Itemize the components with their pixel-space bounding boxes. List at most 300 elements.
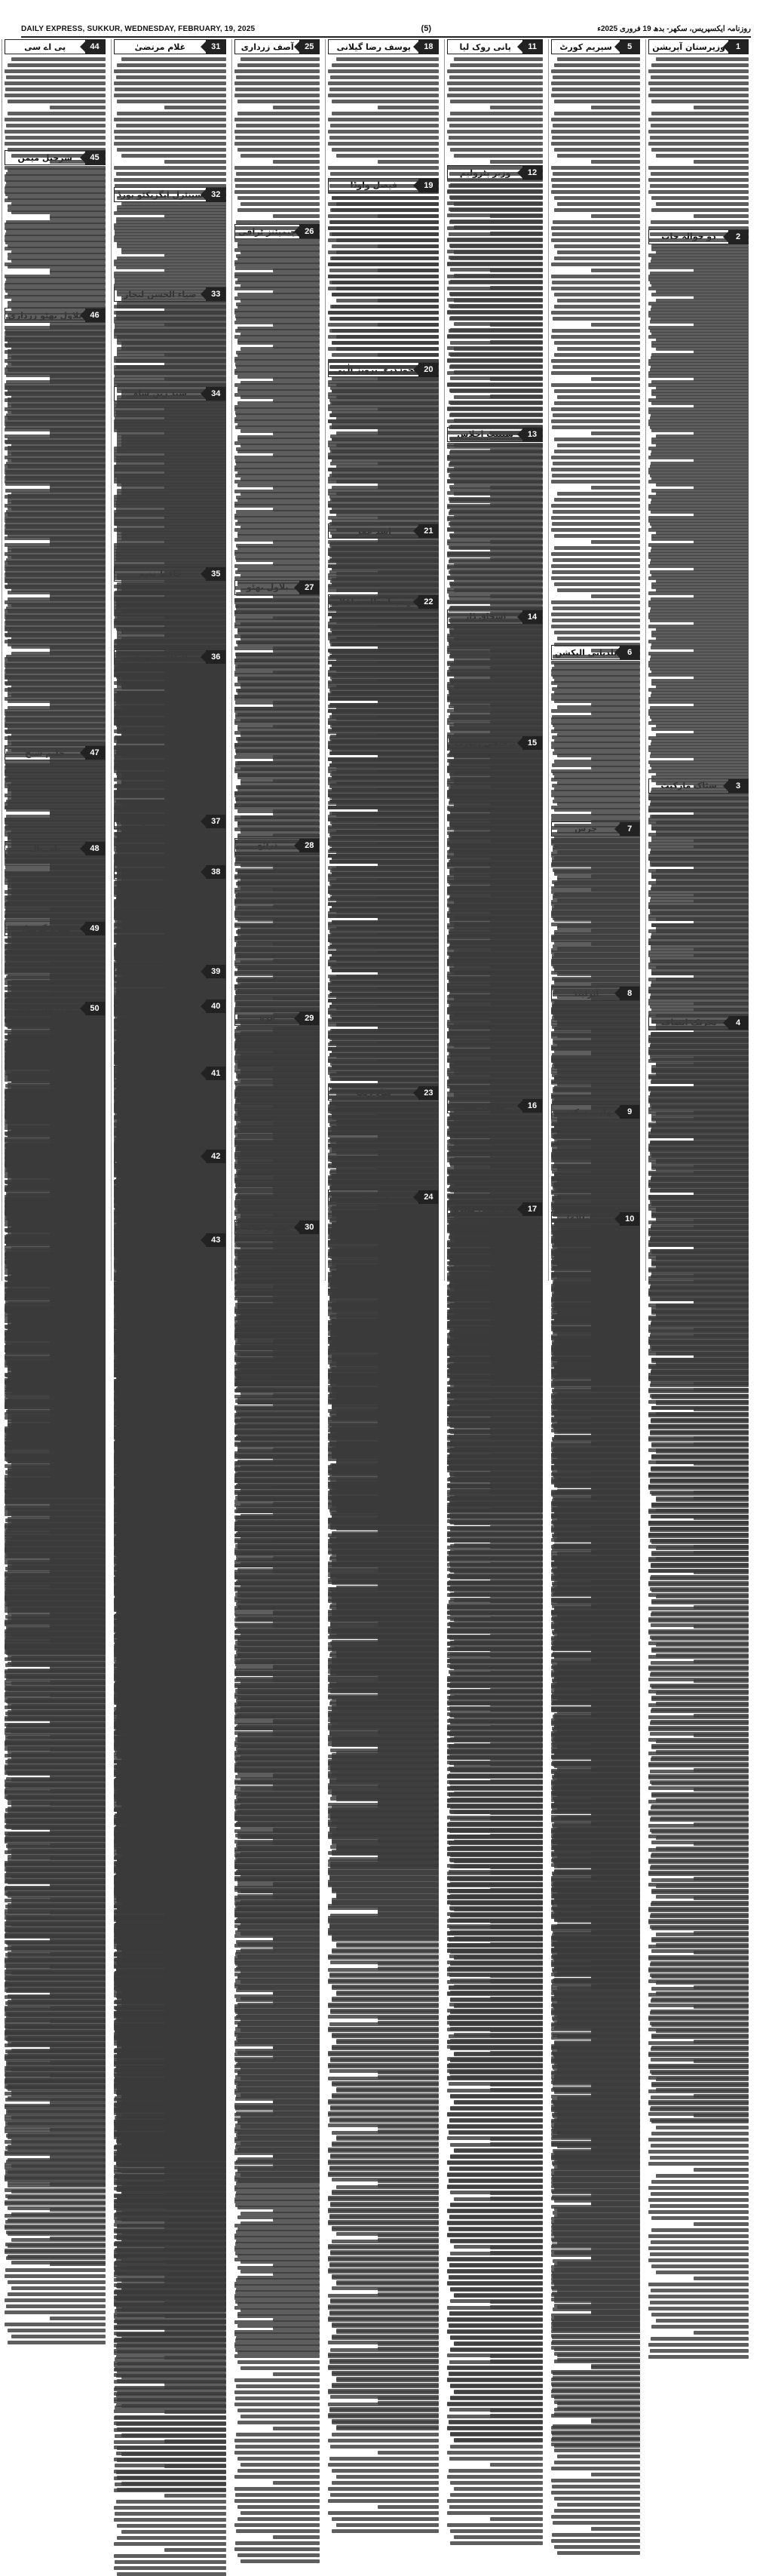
text-line — [648, 1052, 749, 1055]
text-line — [648, 616, 749, 619]
text-line — [648, 809, 749, 812]
text-line — [648, 821, 749, 824]
text-line — [651, 1130, 749, 1134]
text-line — [650, 136, 749, 140]
text-line — [648, 2210, 749, 2214]
text-line — [648, 190, 749, 194]
text-line — [651, 1890, 749, 1894]
text-line — [651, 2289, 749, 2292]
text-line — [557, 202, 640, 206]
text-line — [694, 1190, 749, 1194]
text-line — [553, 172, 640, 176]
text-line — [648, 652, 749, 656]
text-line — [551, 852, 640, 855]
text-line — [554, 699, 641, 703]
text-line — [557, 754, 640, 757]
text-line — [552, 136, 640, 140]
text-line — [694, 1570, 749, 1574]
text-line — [648, 1558, 749, 1562]
text-line — [651, 887, 749, 891]
text-line — [552, 1016, 640, 1020]
story-number-badge: 1 — [728, 40, 748, 54]
text-line — [552, 858, 640, 861]
text-line — [656, 1112, 749, 1116]
text-line — [651, 380, 749, 384]
story-title: پانی روک لیا — [448, 40, 522, 54]
text-line — [591, 594, 640, 598]
text-line — [656, 1546, 749, 1550]
text-line — [651, 2180, 749, 2184]
text-line — [557, 924, 640, 928]
text-line — [651, 1202, 749, 1206]
text-line — [651, 1504, 749, 1508]
text-line — [551, 238, 640, 242]
text-line — [551, 741, 640, 745]
text-line — [651, 742, 749, 746]
text-line — [648, 2234, 749, 2238]
text-line — [656, 1933, 749, 1936]
text-line — [648, 591, 749, 595]
text-line — [651, 344, 749, 348]
text-line — [551, 790, 640, 794]
text-line — [694, 1679, 749, 1683]
news-column-2 — [548, 39, 642, 1281]
story-title: بلدیاتی الیکشن — [552, 646, 620, 659]
text-line — [651, 1601, 749, 1604]
text-line — [551, 226, 640, 230]
text-line — [551, 1022, 640, 1026]
text-line — [651, 2083, 749, 2087]
text-line — [651, 1782, 749, 1785]
text-line — [554, 196, 641, 200]
text-line — [557, 154, 640, 158]
text-line — [557, 705, 640, 709]
story-number-badge: 4 — [728, 1016, 748, 1030]
text-line — [554, 534, 641, 538]
text-line — [648, 1220, 749, 1224]
text-line — [650, 1335, 749, 1339]
text-line — [651, 1589, 749, 1592]
text-line — [648, 664, 749, 668]
text-line — [551, 287, 640, 290]
text-line — [651, 549, 749, 553]
masthead-urdu-dateline: روزنامہ ایکسپریس، سکھر- بدھ 19 فروری 2025ء — [597, 25, 751, 33]
text-line — [591, 160, 640, 164]
text-line — [648, 2258, 749, 2262]
text-line — [651, 996, 749, 999]
text-line — [650, 1432, 749, 1435]
text-line — [651, 1420, 749, 1423]
text-line — [651, 2023, 749, 2027]
text-line — [554, 966, 641, 970]
text-line — [648, 917, 749, 921]
text-line — [650, 1142, 749, 1146]
text-line — [651, 208, 749, 212]
text-line — [554, 353, 641, 357]
text-line — [650, 2011, 749, 2015]
text-line — [551, 178, 640, 182]
text-line — [551, 419, 640, 423]
text-line — [553, 220, 640, 224]
text-line — [648, 2041, 749, 2045]
text-line — [656, 628, 749, 631]
text-line — [650, 1480, 749, 1484]
text-line — [694, 1896, 749, 1900]
text-line — [651, 1902, 749, 1906]
story-title: چوہدری پرویز الٰہی — [329, 363, 418, 376]
text-line — [648, 1329, 749, 1333]
text-line — [557, 57, 640, 61]
text-line — [651, 172, 749, 176]
text-line — [651, 1552, 749, 1556]
text-line — [551, 190, 640, 194]
text-line — [648, 543, 749, 547]
text-line — [651, 2264, 749, 2268]
text-line — [648, 712, 749, 716]
text-line — [648, 1908, 749, 1912]
text-line — [648, 1426, 749, 1429]
text-line — [551, 383, 640, 387]
text-line — [651, 196, 749, 200]
text-line — [648, 555, 749, 559]
text-line — [650, 2349, 749, 2353]
text-line — [552, 522, 640, 526]
text-line — [694, 1245, 749, 1248]
text-line — [551, 407, 640, 411]
text-line — [651, 259, 749, 263]
text-line — [656, 57, 749, 61]
text-line — [651, 1395, 749, 1399]
text-line — [554, 631, 641, 634]
text-line — [648, 1703, 749, 1707]
text-line — [648, 1510, 749, 1514]
text-line — [651, 477, 749, 481]
text-line — [651, 75, 749, 79]
text-line — [648, 1848, 749, 1852]
text-line — [648, 471, 749, 474]
text-line — [651, 1033, 749, 1037]
text-line — [651, 1275, 749, 1279]
text-line — [648, 1474, 749, 1478]
text-line — [551, 1070, 640, 1074]
text-line — [650, 1528, 749, 1532]
text-line — [648, 2065, 749, 2069]
text-line — [648, 1269, 749, 1273]
text-line — [694, 2059, 749, 2063]
text-line — [694, 296, 749, 299]
text-line — [648, 1752, 749, 1755]
text-line — [694, 899, 749, 903]
text-line — [651, 923, 749, 927]
text-line — [551, 371, 640, 375]
text-line — [651, 827, 749, 831]
story-number-badge: 2 — [728, 230, 748, 244]
text-line — [651, 1227, 749, 1230]
text-line — [651, 682, 749, 686]
text-line — [648, 2053, 749, 2057]
text-line — [651, 2071, 749, 2075]
text-line — [651, 1347, 749, 1351]
text-line — [553, 413, 640, 417]
text-line — [651, 148, 749, 152]
text-line — [554, 498, 641, 502]
text-line — [553, 462, 640, 465]
text-line — [552, 570, 640, 574]
text-line — [648, 1233, 749, 1236]
text-line — [651, 839, 749, 843]
text-line — [648, 2138, 749, 2142]
text-line — [557, 395, 640, 399]
text-line — [651, 1975, 749, 1979]
text-line — [656, 2126, 749, 2129]
text-line — [551, 693, 640, 697]
story-number-badge: 13 — [522, 428, 542, 441]
text-line — [650, 1577, 749, 1580]
text-line — [650, 1914, 749, 1918]
text-line — [656, 1884, 749, 1888]
text-line — [648, 736, 749, 740]
text-line — [648, 374, 749, 378]
text-line — [694, 567, 749, 571]
text-line — [557, 637, 640, 640]
text-line — [551, 130, 640, 134]
text-line — [648, 507, 749, 511]
text-line — [651, 646, 749, 649]
text-line — [656, 1208, 749, 1212]
text-line — [648, 1655, 749, 1659]
text-line — [694, 2114, 749, 2117]
text-line — [651, 1927, 749, 1930]
text-line — [554, 305, 641, 309]
text-line — [552, 281, 640, 284]
text-line — [650, 320, 749, 324]
text-line — [651, 984, 749, 987]
text-line — [648, 1414, 749, 1417]
text-line — [591, 1052, 640, 1056]
text-line — [651, 1661, 749, 1665]
text-line — [551, 94, 640, 97]
text-line — [648, 1920, 749, 1924]
text-line — [551, 900, 640, 904]
text-line — [648, 1088, 749, 1091]
text-line — [551, 552, 640, 556]
text-line — [694, 160, 749, 164]
text-line — [648, 69, 749, 73]
text-line — [554, 796, 641, 800]
text-line — [591, 106, 640, 109]
text-line — [557, 250, 640, 254]
text-line — [554, 208, 641, 212]
text-line — [650, 609, 749, 613]
text-line — [551, 960, 640, 964]
text-line — [551, 1046, 640, 1050]
text-line — [651, 1685, 749, 1689]
text-line — [651, 308, 749, 312]
text-line — [656, 579, 749, 583]
text-line — [648, 1341, 749, 1345]
text-line — [656, 338, 749, 342]
text-line — [551, 613, 640, 616]
text-line — [553, 124, 640, 127]
text-line — [656, 724, 749, 728]
story-number-badge: 6 — [620, 646, 639, 659]
text-line — [553, 846, 640, 849]
text-line — [694, 459, 749, 462]
text-line — [651, 718, 749, 722]
text-line — [648, 94, 749, 97]
text-line — [551, 118, 640, 121]
text-line — [694, 1842, 749, 1846]
text-line — [557, 1034, 640, 1038]
text-line — [650, 1045, 749, 1049]
text-line — [554, 1076, 641, 1080]
text-line — [554, 1028, 641, 1032]
text-line — [651, 1444, 749, 1448]
text-line — [648, 410, 749, 414]
story-number-badge: 15 — [522, 736, 542, 750]
text-line — [648, 1534, 749, 1538]
text-line — [648, 1293, 749, 1297]
text-line — [553, 1004, 640, 1008]
story-number-badge: 5 — [620, 40, 639, 54]
text-line — [648, 700, 749, 704]
text-line — [552, 1064, 640, 1068]
text-line — [551, 166, 640, 170]
text-line — [694, 1353, 749, 1357]
text-line — [552, 906, 640, 910]
text-line — [650, 2108, 749, 2111]
text-line — [648, 2089, 749, 2093]
text-line — [651, 2120, 749, 2123]
text-line — [648, 1945, 749, 1948]
text-line — [648, 81, 749, 85]
text-line — [651, 947, 749, 951]
text-line — [551, 729, 640, 733]
text-line — [651, 1637, 749, 1641]
text-line — [551, 1095, 640, 1098]
text-line — [551, 335, 640, 339]
text-line — [553, 894, 640, 898]
text-line — [648, 1002, 749, 1006]
text-line — [591, 540, 640, 544]
text-line — [694, 404, 749, 408]
text-line — [694, 1408, 749, 1411]
text-line — [650, 1721, 749, 1725]
text-line — [651, 1613, 749, 1617]
text-line — [553, 510, 640, 514]
text-line — [591, 942, 640, 946]
text-line — [651, 1745, 749, 1749]
text-line — [648, 1800, 749, 1804]
text-line — [651, 1058, 749, 1061]
story-number-badge: 14 — [522, 610, 542, 624]
text-line — [651, 694, 749, 698]
text-line — [651, 1697, 749, 1701]
text-line — [648, 1727, 749, 1731]
story-number-badge: 18 — [418, 40, 438, 54]
text-line — [648, 1824, 749, 1828]
text-line — [650, 1818, 749, 1822]
text-line — [651, 100, 749, 103]
text-line — [651, 537, 749, 541]
text-line — [651, 1758, 749, 1761]
text-line — [651, 247, 749, 251]
text-line — [554, 438, 641, 441]
text-line — [648, 1993, 749, 1997]
story-heading — [648, 39, 749, 54]
text-line — [651, 453, 749, 456]
text-line — [651, 284, 749, 287]
text-line — [648, 1377, 749, 1381]
text-line — [694, 1136, 749, 1140]
text-line — [650, 1866, 749, 1870]
text-line — [554, 930, 641, 934]
text-line — [694, 2222, 749, 2226]
text-line — [651, 1263, 749, 1267]
text-line — [694, 2168, 749, 2172]
text-line — [554, 760, 641, 763]
text-line — [650, 2204, 749, 2208]
text-line — [551, 717, 640, 721]
text-line — [651, 1878, 749, 1882]
text-line — [651, 2035, 749, 2039]
text-line — [648, 1957, 749, 1960]
text-line — [554, 1088, 641, 1092]
text-line — [650, 368, 749, 372]
text-line — [651, 1251, 749, 1254]
text-line — [648, 1522, 749, 1526]
text-line — [553, 606, 640, 610]
story-heading — [551, 39, 640, 54]
text-line — [553, 723, 640, 727]
text-line — [557, 588, 640, 592]
text-line — [651, 875, 749, 879]
text-line — [591, 269, 640, 272]
text-line — [650, 1770, 749, 1773]
text-line — [651, 803, 749, 806]
text-line — [651, 2132, 749, 2135]
text-line — [648, 2295, 749, 2298]
text-line — [651, 597, 749, 601]
text-line — [554, 882, 641, 886]
text-line — [648, 253, 749, 257]
text-line — [694, 1082, 749, 1085]
text-line — [651, 220, 749, 224]
text-line — [656, 1450, 749, 1454]
text-line — [651, 124, 749, 127]
text-line — [648, 1872, 749, 1876]
text-line — [651, 935, 749, 939]
text-line — [656, 1981, 749, 1985]
text-line — [656, 833, 749, 837]
news-column-1 — [645, 39, 751, 1281]
text-line — [648, 1583, 749, 1586]
text-line — [648, 1365, 749, 1369]
text-line — [551, 681, 640, 685]
text-line — [694, 2331, 749, 2335]
text-line — [648, 326, 749, 330]
text-line — [694, 1951, 749, 1954]
text-line — [554, 112, 641, 115]
text-line — [694, 513, 749, 517]
text-line — [648, 2102, 749, 2105]
text-line — [557, 492, 640, 496]
text-line — [651, 573, 749, 577]
text-line — [551, 359, 640, 363]
text-line — [656, 1160, 749, 1164]
text-line — [554, 582, 641, 586]
story-title: سٹاک مارکیٹ — [649, 779, 728, 793]
